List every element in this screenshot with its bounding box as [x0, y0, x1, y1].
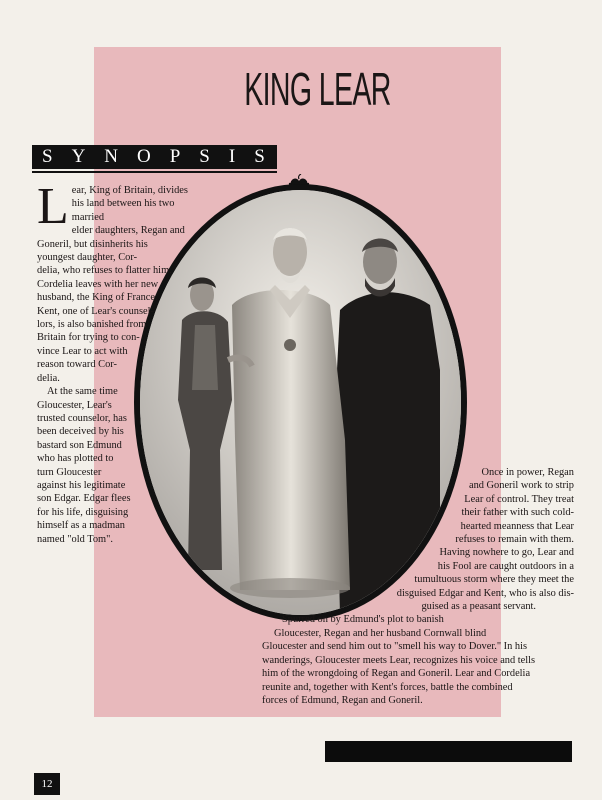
synopsis-right-column: [262, 466, 574, 707]
synopsis-line: against his legitimate: [37, 479, 126, 491]
page-number: 12: [34, 773, 60, 795]
synopsis-line: ear, King of Britain, divides: [71, 185, 188, 196]
synopsis-line: Lear of control. They treat: [464, 493, 574, 505]
synopsis-banner: SYNOPSIS: [32, 145, 277, 169]
synopsis-line: and Goneril work to strip: [468, 480, 574, 492]
synopsis-line: his land between his two married: [71, 198, 175, 223]
synopsis-line: hearted meanness that Lear: [460, 520, 574, 532]
synopsis-line: Gloucester, Regan and her husband Cornwall blind: [274, 627, 487, 639]
synopsis-line: husband, the King of France.: [37, 292, 158, 304]
synopsis-line: Cordelia leaves with her new: [37, 278, 159, 290]
black-bar: [325, 741, 572, 762]
synopsis-line: turn Gloucester: [37, 466, 102, 478]
synopsis-line: forces of Edmund, Regan and Goneril.: [262, 694, 423, 706]
page-title: KING LEAR: [244, 63, 391, 115]
synopsis-line: delia.: [37, 372, 60, 384]
synopsis-line: bastard son Edmund: [37, 439, 122, 451]
synopsis-line: delia, who refuses to flatter him.: [37, 265, 172, 277]
synopsis-line: been deceived by his: [37, 426, 124, 438]
synopsis-line: who has plotted to: [37, 453, 114, 465]
synopsis-line: Gloucester and send him out to "smell his way to Dover." In his: [262, 641, 528, 653]
synopsis-line: Having nowhere to go, Lear and: [439, 547, 574, 559]
synopsis-line: At the same time: [47, 386, 118, 398]
synopsis-line: reunite and, together with Kent's forces, battle the combined: [262, 681, 513, 693]
synopsis-line: disguised Edgar and Kent, who is also dis-: [396, 587, 574, 599]
synopsis-line: son Edgar. Edgar flees: [37, 493, 131, 505]
synopsis-line: reason toward Cor-: [37, 359, 118, 371]
synopsis-line: himself as a madman: [37, 520, 126, 532]
banner-rule: [32, 171, 277, 173]
synopsis-line: their father with such cold-: [461, 507, 574, 519]
synopsis-line: Once in power, Regan: [481, 467, 574, 478]
synopsis-line: guised as a peasant servant.: [421, 601, 536, 613]
synopsis-line: vince Lear to act with: [37, 345, 128, 357]
synopsis-line: elder daughters, Regan and: [71, 225, 185, 237]
synopsis-line: Spurred on by Edmund's plot to banish: [282, 614, 444, 626]
synopsis-line: him of the wrongdoing of Regan and Goneril. Lear and Cordelia: [262, 668, 531, 680]
drop-cap: L: [37, 178, 69, 235]
synopsis-line: youngest daughter, Cor-: [37, 252, 138, 264]
synopsis-line: Goneril, but disinherits his: [37, 238, 148, 250]
synopsis-line: lors, is also banished from: [37, 319, 147, 331]
synopsis-line: Britain for trying to con-: [37, 332, 140, 344]
synopsis-line: tumultuous storm where they meet the: [414, 574, 574, 586]
synopsis-line: for his life, disguising: [37, 506, 129, 518]
synopsis-left-column: [37, 178, 205, 546]
synopsis-line: Gloucester, Lear's: [37, 399, 112, 411]
synopsis-line: Kent, one of Lear's counsel-: [37, 305, 154, 317]
left-lines: [37, 178, 205, 546]
synopsis-line: trusted counselor, has: [37, 412, 127, 424]
synopsis-line: wanderings, Gloucester meets Lear, recognizes his voice and tells: [262, 654, 536, 666]
synopsis-line: refuses to remain with them.: [455, 534, 574, 546]
synopsis-line: named "old Tom".: [37, 533, 113, 545]
synopsis-line: his Fool are caught outdoors in a: [437, 560, 574, 572]
